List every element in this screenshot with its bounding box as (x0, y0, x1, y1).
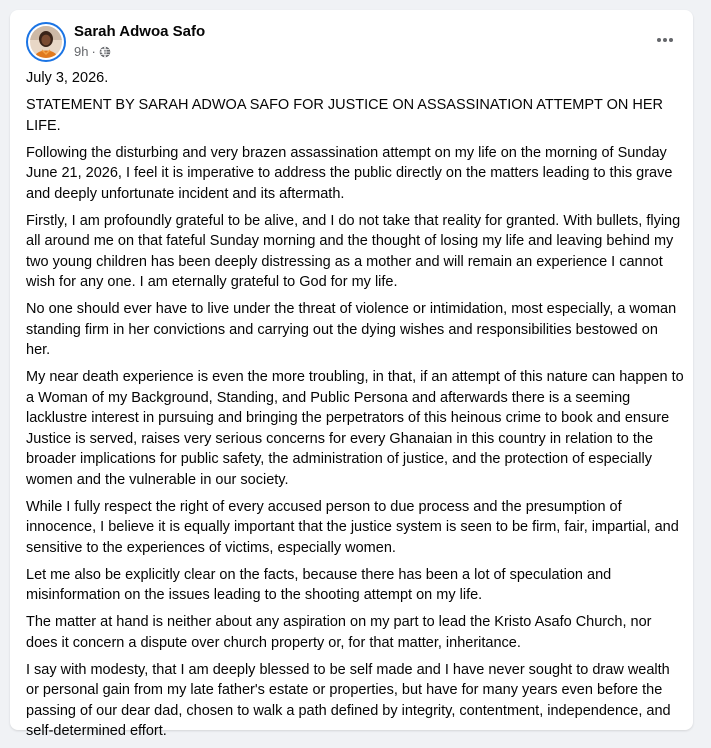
post-paragraph: Firstly, I am profoundly grateful to be alive, and I do not take that reality for granted. With bullets, flying all around me on that fateful Sunday morning and the thought of losing my life and leaving behind my two young children has been deeply distressing as a mother and will remain an experience I cannot wish for any one. I am eternally grateful to God for my life. (26, 212, 681, 290)
avatar[interactable] (26, 22, 66, 62)
more-options-button[interactable] (647, 22, 683, 58)
post-date: July 3, 2026. (26, 70, 109, 86)
post-body (26, 68, 686, 748)
meta-separator: · (91, 44, 96, 59)
post-card (10, 10, 693, 739)
post-paragraph: Let me also be explicitly clear on the facts, because there has been a lot of speculation and misinformation on the issues leading to the shooting attempt on my life. (26, 566, 612, 603)
globe-icon (99, 46, 111, 58)
post-paragraph: I say with modesty, that I am deeply blessed to be self made and I have never sought to draw wealth or personal gain from my late father's estate or properties, but have for many years even before the passing of our dear dad, chosen to walk a path defined by integrity, contentment, independence, and self-determined effort. (26, 661, 671, 739)
post-heading: STATEMENT BY SARAH ADWOA SAFO FOR JUSTICE ON ASSASSINATION ATTEMPT ON HER LIFE. (26, 97, 664, 134)
author-block (74, 22, 205, 60)
post-paragraph: No one should ever have to live under the threat of violence or intimidation, most especially, a woman standing firm in her convictions and carrying out the dying wishes and responsibilities bestowed on her. (26, 301, 677, 358)
post-meta (74, 44, 205, 60)
post-header (26, 22, 677, 66)
post-timestamp[interactable]: 9h (74, 44, 89, 59)
profile-photo (30, 26, 62, 58)
more-options-icon (655, 30, 675, 50)
author-name[interactable]: Sarah Adwoa Safo (74, 23, 206, 40)
post-paragraph: Following the disturbing and very brazen assassination attempt on my life on the morning of Sunday June 21, 2026, I feel it is imperative to address the public directly on the matters leading to this grave and deeply unfortunate incident and its aftermath. (26, 144, 673, 202)
post-paragraph: The matter at hand is neither about any aspiration on my part to lead the Kristo Asafo Church, nor does it concern a dispute over church property or, for that matter, inheritance. (26, 614, 652, 651)
post-paragraph: My near death experience is even the more troubling, in that, if an attempt of this nature can happen to a Woman of my Background, Standing, and Public Persona and afterwards there is a seeming lacklustre interest in pursuing and bringing the perpetrators of this heinous crime to book and ensure Justice is served, raises very serious concerns for every Ghanaian in this country in relation to the broader implications for public safety, the administration of justice, and the protection of especially women and the vulnerable in our society. (26, 369, 684, 488)
post-paragraph: While I fully respect the right of every accused person to due process and the presumption of innocence, I believe it is equally important that the justice system is seen to be firm, fair, impartial, and sensitive to the experiences of victims, especially women. (26, 498, 679, 556)
